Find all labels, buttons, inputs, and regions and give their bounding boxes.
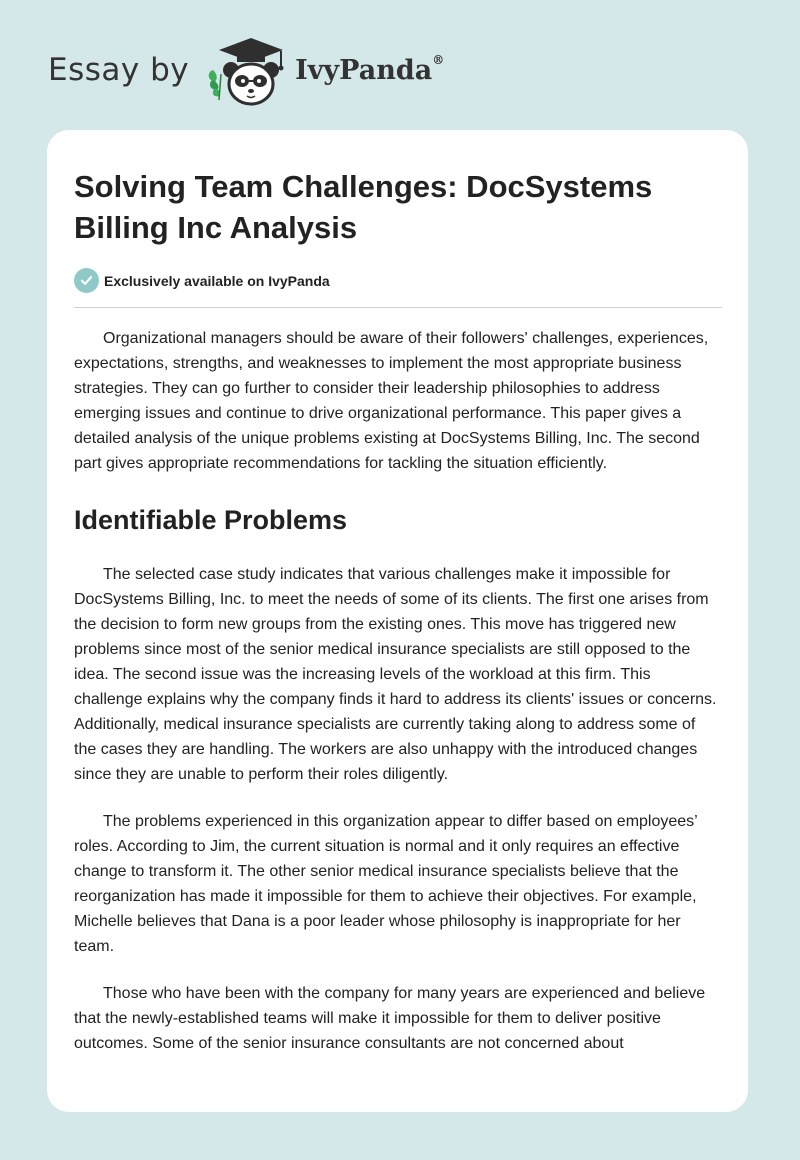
essay-by-label: Essay by bbox=[48, 52, 190, 88]
section-heading: Identifiable Problems bbox=[74, 505, 348, 535]
body-paragraph: Those who have been with the company for many years are experienced and believe that the newly-established teams will make it impossible for them to deliver positive outcomes. Some of the senior insurance consultants are not concerned about bbox=[74, 985, 706, 1052]
body-paragraph: The problems experienced in this organization appear to differ based on employees’ roles. According to Jim, the current situation is normal and it only requires an effective change to transform it. The other senior medical insurance specialists believe that the reorganization has made it impossible for them to achieve their objectives. For example, Michelle believes that Dana is a poor leader whose philosophy is inappropriate for her team. bbox=[74, 813, 698, 955]
site-header bbox=[48, 30, 444, 110]
article-title: Solving Team Challenges: DocSystems Billing Inc Analysis bbox=[74, 169, 653, 245]
exclusive-badge-label: Exclusively available on IvyPanda bbox=[104, 272, 330, 289]
check-icon bbox=[74, 268, 99, 293]
exclusive-badge bbox=[74, 268, 722, 308]
ivy-leaf-icon bbox=[209, 70, 221, 100]
article-card bbox=[47, 130, 748, 1112]
intro-paragraph: Organizational managers should be aware of their followers' challenges, experiences, expectations, strengths, and weaknesses to implement the most appropriate business strategies. They can go further to consider their leadership philosophies to address emerging issues and continue to drive organizational performance. This paper gives a detailed analysis of the unique problems existing at DocSystems Billing, Inc. The second part gives appropriate recommendations for tackling the situation efficiently. bbox=[74, 330, 709, 472]
brand-name[interactable]: IvyPanda® bbox=[295, 52, 445, 86]
body-paragraph: The selected case study indicates that various challenges make it impossible for DocSystems Billing, Inc. to meet the needs of some of its clients. The first one arises from the decision to form new groups from the existing ones. This move has triggered new problems since most of the senior medical insurance specialists are still opposed to the idea. The second issue was the increasing levels of the workload at this firm. This challenge explains why the company finds it hard to address its clients' issues or concerns. Additionally, medical insurance specialists are currently taking along to address some of the cases they are handling. The workers are also unhappy with the introduced changes since they are unable to perform their roles diligently. bbox=[74, 566, 717, 783]
panda-graduate-icon[interactable] bbox=[203, 30, 293, 110]
